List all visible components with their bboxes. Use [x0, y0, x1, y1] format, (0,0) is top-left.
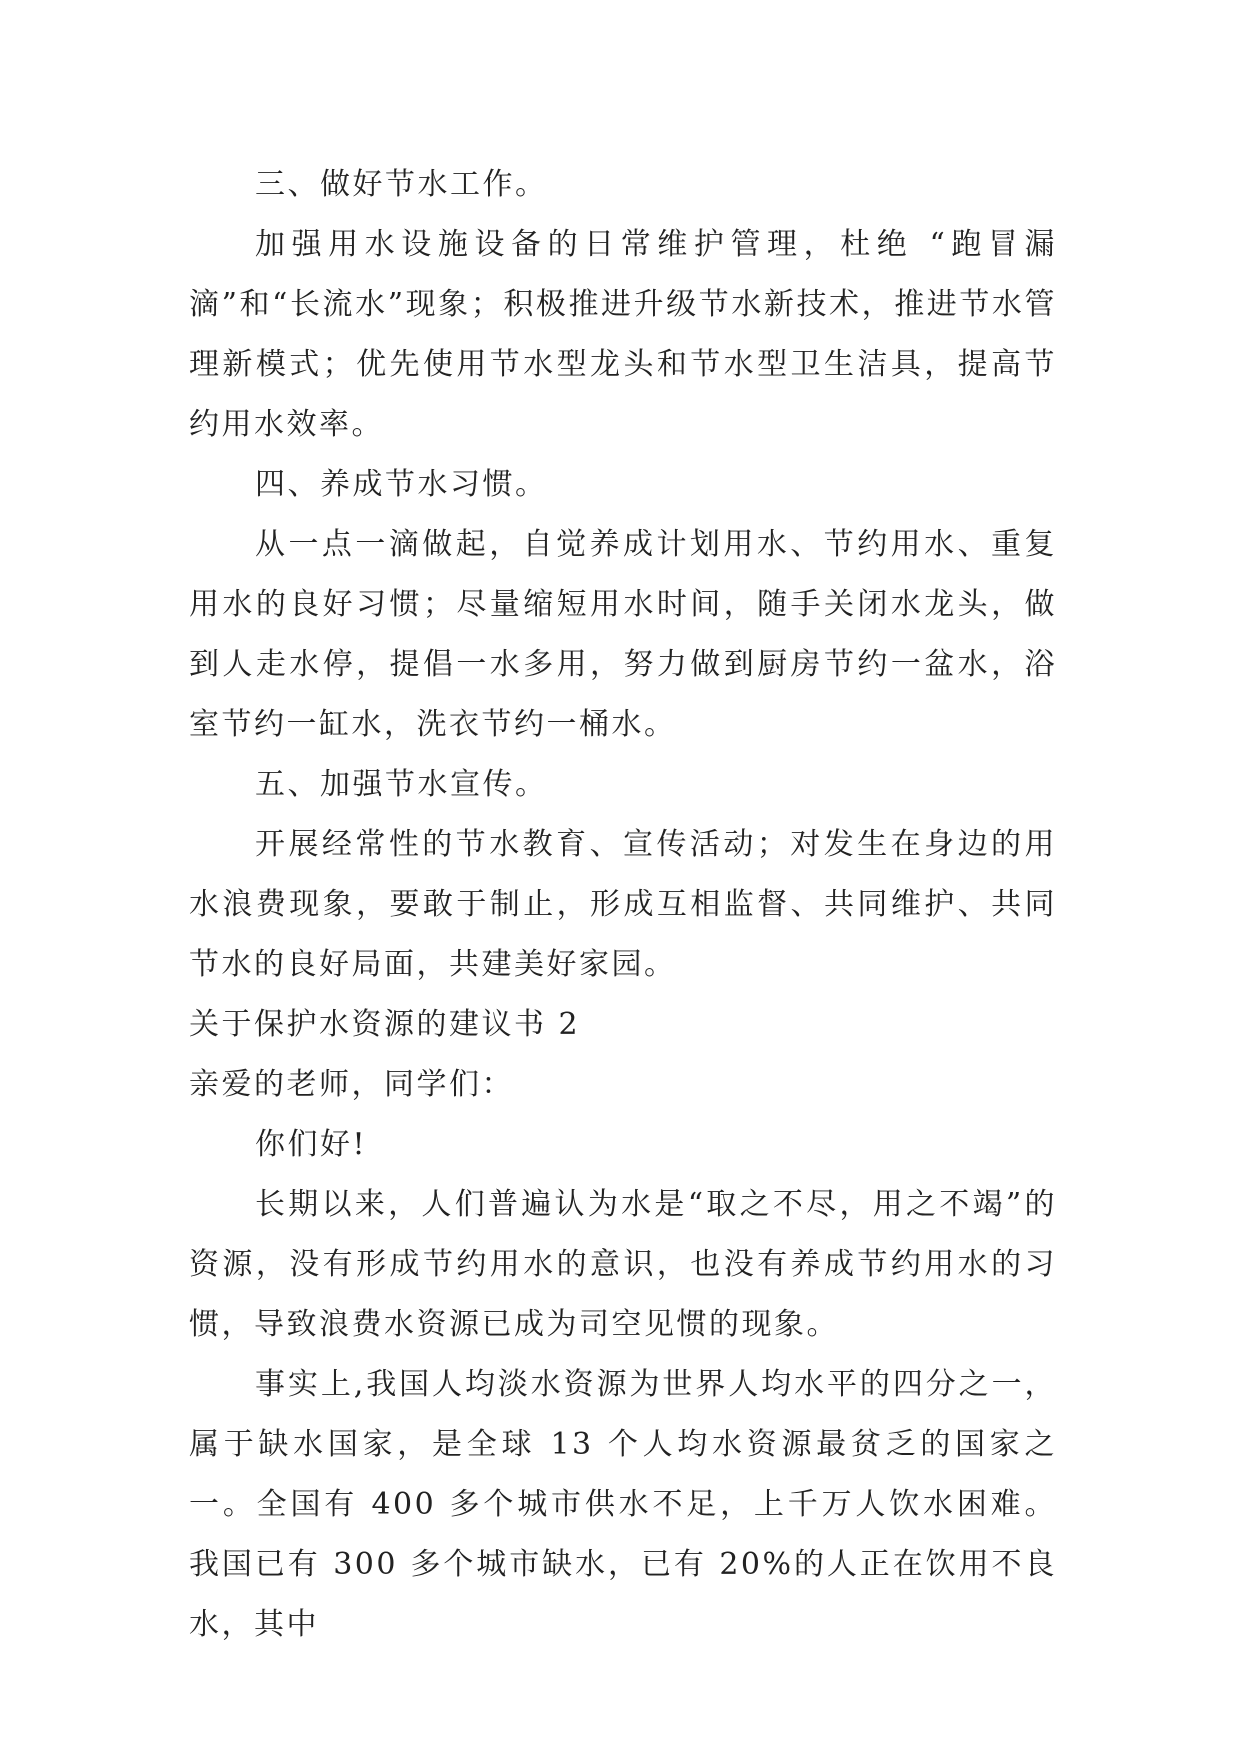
letter-salutation — [189, 1055, 1057, 1115]
section-heading-text: 五、加强节水宣传。 — [255, 767, 548, 802]
section-body-5 — [189, 815, 1057, 995]
letter-paragraph-1 — [189, 1175, 1057, 1355]
greeting-text: 你们好! — [255, 1127, 368, 1162]
paragraph: 事实上,我国人均淡水资源为世界人均水平的四分之一，属于缺水国家，是全球 13 个人均水资源最贫乏的国家之一。全国有 400 多个城市供水不足，上千万人饮水困难。我国已有 300 多个城市缺水，已有 20%的人正在饮用不良水，其中 — [189, 1367, 1057, 1642]
letter-title — [189, 995, 1057, 1055]
section-heading-text: 三、做好节水工作。 — [255, 167, 548, 202]
salutation-text: 亲爱的老师，同学们： — [189, 1067, 514, 1102]
section-heading-3 — [189, 155, 1057, 215]
section-body-3 — [189, 215, 1057, 455]
section-body-4 — [189, 515, 1057, 755]
letter-greeting — [189, 1115, 1057, 1175]
paragraph: 长期以来，人们普遍认为水是“取之不尽，用之不竭”的资源，没有形成节约用水的意识，也没有养成节约用水的习惯，导致浪费水资源已成为司空见惯的现象。 — [189, 1187, 1057, 1342]
paragraph: 加强用水设施设备的日常维护管理，杜绝 “跑冒漏滴”和“长流水”现象；积极推进升级节水新技术，推进节水管理新模式；优先使用节水型龙头和节水型卫生洁具，提高节约用水效率。 — [189, 227, 1057, 442]
paragraph: 开展经常性的节水教育、宣传活动；对发生在身边的用水浪费现象，要敢于制止，形成互相监督、共同维护、共同节水的良好局面，共建美好家园。 — [189, 827, 1057, 982]
section-heading-4 — [189, 455, 1057, 515]
paragraph: 从一点一滴做起，自觉养成计划用水、节约用水、重复用水的良好习惯；尽量缩短用水时间，随手关闭水龙头，做到人走水停，提倡一水多用，努力做到厨房节约一盆水，浴室节约一缸水，洗衣节约一桶水。 — [189, 527, 1057, 742]
letter-paragraph-2 — [189, 1355, 1057, 1655]
section-heading-5 — [189, 755, 1057, 815]
letter-title-text: 关于保护水资源的建议书 2 — [189, 1007, 581, 1042]
section-heading-text: 四、养成节水习惯。 — [255, 467, 548, 502]
